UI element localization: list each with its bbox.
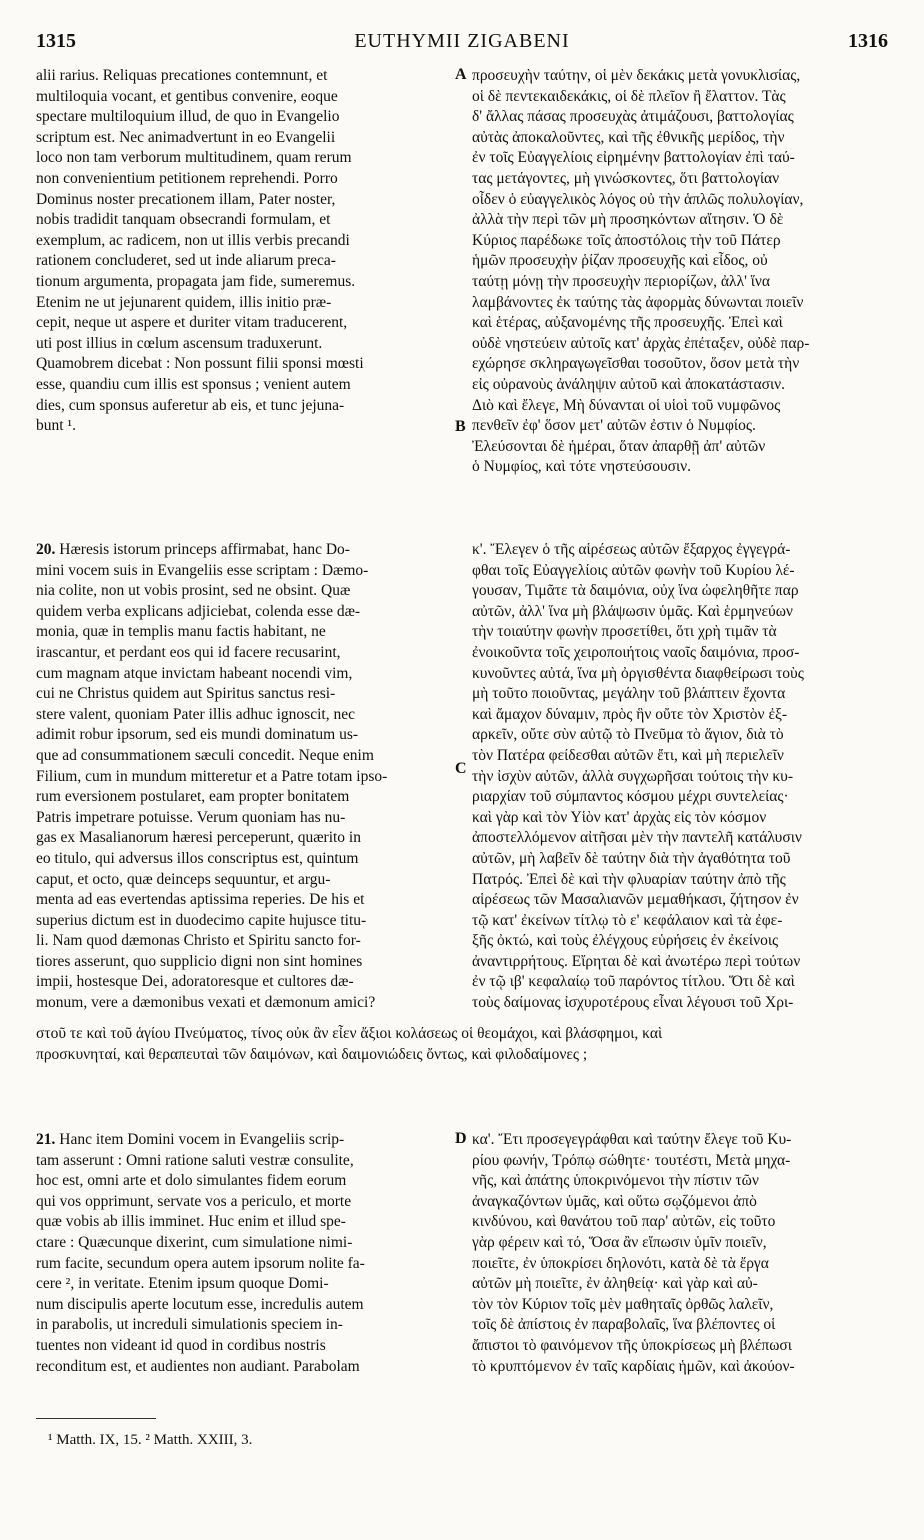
line-text: Patris impetrare potuisse. Verum quoniam has nu- bbox=[36, 808, 346, 826]
line-text: loco non tam verborum multitudinem, quam rerum bbox=[36, 149, 352, 167]
text-line bbox=[36, 1315, 452, 1336]
line-text: αὐτὰς ἀποκαλοῦντες, καὶ τῆς ἐθνικῆς μερίδος, τὴν bbox=[472, 128, 785, 146]
line-text: tuentes non videant id quod in cordibus nostris bbox=[36, 1336, 326, 1354]
text-line bbox=[36, 66, 452, 87]
text-line bbox=[472, 354, 888, 375]
line-text: τὸ κρυπτόμενον ἐν ταῖς καρδίαις ἡμῶν, καὶ ἀκούον- bbox=[472, 1357, 795, 1375]
text-line bbox=[36, 684, 452, 705]
text-line bbox=[36, 190, 452, 211]
text-line bbox=[472, 1192, 888, 1213]
line-text: οἶδεν ὁ εὐαγγελικὸς λόγος οὐ τὴν ἁπλῶς πολυλογίαν, bbox=[472, 190, 804, 208]
text-line bbox=[36, 1254, 452, 1275]
line-text: Πατρός. Ἐπεὶ δὲ καὶ τὴν φλυαρίαν ταύτην ἀπὸ τῆς bbox=[472, 870, 786, 888]
line-text: non convenientium petitionem reprehendi. Porro bbox=[36, 169, 338, 187]
greek-block-a bbox=[472, 66, 888, 478]
text-line bbox=[36, 107, 452, 128]
text-line bbox=[36, 231, 452, 252]
text-line bbox=[472, 643, 888, 664]
line-text: ἀλλὰ τὴν περὶ τῶν μὴ προσηκόντων αἴτησιν. Ὁ δὲ bbox=[472, 211, 784, 229]
text-line bbox=[36, 540, 452, 561]
section-number: 20. bbox=[36, 541, 60, 558]
line-text: alii rarius. Reliquas precationes contemnunt, et bbox=[36, 67, 328, 84]
latin-section-21 bbox=[36, 1130, 452, 1377]
text-line bbox=[36, 911, 452, 932]
text-line bbox=[472, 725, 888, 746]
text-line bbox=[472, 148, 888, 169]
text-line bbox=[36, 993, 452, 1014]
line-text: εἰς οὐρανοὺς ἀνάληψιν αὐτοῦ καὶ ἀποκατάστασιν. bbox=[472, 375, 786, 393]
text-line bbox=[36, 1336, 452, 1357]
text-line bbox=[472, 437, 888, 458]
line-text: αἱρέσεως τῶν Μασαλιανῶν μεμαθήκασι, ζήτησον ἐν bbox=[472, 891, 799, 909]
text-line bbox=[472, 1212, 888, 1233]
line-text: κυνοῦντες αὐτά, ἵνα μὴ ὀργισθέντα διαφθείρωσι τοὺς bbox=[472, 664, 804, 682]
text-line bbox=[36, 1171, 452, 1192]
line-text: li. Nam quod dæmonas Christo et Spiritu sancto for- bbox=[36, 932, 361, 950]
line-text: monia, quæ in templis manu factis habitant, ne bbox=[36, 623, 326, 641]
margin-mark-a: A bbox=[455, 66, 467, 83]
line-text: adimit robur ipsorum, sed eis mundi dominatum us- bbox=[36, 726, 359, 744]
line-text: ποιεῖτε, ἐν ὑποκρίσει δηλονότι, κατὰ δὲ τὰ ἔργα bbox=[472, 1254, 769, 1272]
text-line bbox=[36, 952, 452, 973]
text-line bbox=[36, 1274, 452, 1295]
line-text: impii, hostesque Dei, adoratoresque et cultores dæ- bbox=[36, 973, 354, 991]
line-text: τὸν Πατέρα φείδεσθαι αὐτῶν ἔτι, καὶ μὴ περιελεῖν bbox=[472, 746, 784, 764]
text-line bbox=[472, 602, 888, 623]
line-text: stere valent, quoniam Pater illis adhuc ignoscit, nec bbox=[36, 705, 355, 723]
text-line bbox=[472, 1315, 888, 1336]
text-line bbox=[36, 602, 452, 623]
line-text: Διὸ καὶ ἔλεγε, Μὴ δύνανται οἱ υἱοὶ τοῦ νυμφῶνος bbox=[472, 396, 781, 414]
text-line bbox=[36, 561, 452, 582]
line-text: ριαρχίαν τοῦ σύμπαντος κόσμου μέχρι συντελείας· bbox=[472, 788, 789, 806]
line-text: Hanc item Domini vocem in Evangeliis scrip- bbox=[59, 1131, 345, 1148]
text-line bbox=[472, 849, 888, 870]
line-text: in parabolis, ut increduli simulationis speciem in- bbox=[36, 1316, 343, 1334]
line-text: esse, quandiu cum illis est sponsus ; venient autem bbox=[36, 375, 351, 393]
line-text: μὴ τοῦτο ποιοῦντας, μεγάλην τοῦ βλάπτειν ἔχοντα bbox=[472, 685, 786, 703]
text-line bbox=[36, 396, 452, 417]
line-text: irascantur, et perdant eos qui id facere recusarint, bbox=[36, 643, 341, 661]
line-text: Κύριος παρέδωκε τοῖς ἀποστόλοις τὴν τοῦ Πάτερ bbox=[472, 231, 781, 249]
line-text: αρκεῖν, οὔτε σὺν αὐτῷ τὸ Πνεῦμα τὸ ἅγιον, διὰ τὸ bbox=[472, 726, 784, 744]
section-number: 21. bbox=[36, 1131, 60, 1148]
text-line bbox=[36, 293, 452, 314]
text-line bbox=[36, 1151, 452, 1172]
text-line bbox=[36, 972, 452, 993]
line-text: tam asserunt : Omni ratione saluti vestræ consulite, bbox=[36, 1151, 354, 1169]
text-line bbox=[36, 1045, 888, 1066]
greek-section-21 bbox=[472, 1130, 888, 1377]
text-line bbox=[36, 849, 452, 870]
line-text: ταύτῃ μόνῃ τὴν προσευχὴν περιορίζων, ἀλλ' ἵνα bbox=[472, 272, 771, 290]
line-text: rum eversionem postularet, eam propter bonitatem bbox=[36, 788, 350, 806]
text-line bbox=[472, 1233, 888, 1254]
text-line bbox=[472, 972, 888, 993]
text-line bbox=[36, 705, 452, 726]
line-text: αὐτῶν μὴ ποιεῖτε, ἐν ἀληθείᾳ· καὶ γὰρ καὶ αὐ- bbox=[472, 1275, 758, 1293]
text-line bbox=[472, 993, 888, 1014]
text-line bbox=[472, 767, 888, 788]
latin-block-a bbox=[36, 66, 452, 437]
line-text: ἄπιστοι τὸ φαινόμενον τῆς ὑποκρίσεως μὴ βλέπωσι bbox=[472, 1336, 792, 1354]
text-line bbox=[36, 1233, 452, 1254]
text-line bbox=[472, 664, 888, 685]
line-text: rationem concluderet, sed ut inde aliarum preca- bbox=[36, 252, 336, 270]
text-line bbox=[472, 1295, 888, 1316]
line-text: gas ex Masalianorum hæresi perceperunt, quærito in bbox=[36, 829, 361, 847]
text-line bbox=[472, 1171, 888, 1192]
text-line bbox=[36, 931, 452, 952]
text-line bbox=[36, 870, 452, 891]
line-text: προσκυνηταί, καὶ θεραπευταὶ τῶν δαιμόνων, καὶ δαιμονιώδεις ὄντως, καὶ φιλοδαίμονες ; bbox=[36, 1045, 588, 1063]
line-text: rum facite, secundum opera autem ipsorum nolite fa- bbox=[36, 1254, 365, 1272]
text-line bbox=[472, 705, 888, 726]
line-text: ἀποστελλόμενον αἰτῆσαι μὲν τὴν παντελῆ κατάλυσιν bbox=[472, 829, 802, 847]
text-line bbox=[472, 828, 888, 849]
line-text: γὰρ φέρειν καὶ τό, Ὅσα ἂν εἴπωσιν ὑμῖν ποιεῖν, bbox=[472, 1233, 767, 1251]
line-text: tiores asserunt, quo supplicio digni non sint homines bbox=[36, 952, 363, 970]
line-text: τὴν τοιαύτην φωνὴν προσετίθει, ὅτι χρὴ τιμᾶν τὰ bbox=[472, 623, 777, 641]
line-text: Dominus noster precationem illam, Pater noster, bbox=[36, 190, 336, 208]
text-line bbox=[36, 128, 452, 149]
text-line bbox=[472, 911, 888, 932]
text-line bbox=[472, 540, 888, 561]
line-text: στοῦ τε καὶ τοῦ ἁγίου Πνεύματος, τίνος οὐκ ἂν εἶεν ἄξιοι κολάσεως οἱ θεομάχοι, καὶ βλάσφημοι, καὶ bbox=[36, 1025, 663, 1042]
text-line bbox=[36, 416, 452, 437]
line-text: nobis tradidit tanquam obsecrandi formulam, et bbox=[36, 211, 331, 229]
line-text: cui ne Christus quidem aut Spiritus sanctus resi- bbox=[36, 685, 336, 703]
line-text: ἀναγκαζόντων ὑμᾶς, καὶ οὕτω σῳζόμενοι ἀπὸ bbox=[472, 1192, 757, 1210]
line-text: τὴν ἰσχὺν αὐτῶν, ἀλλὰ συγχωρῆσαι τούτοις τὴν κυ- bbox=[472, 767, 793, 785]
line-text: cere ², in veritate. Etenim ipsum quoque Domi- bbox=[36, 1275, 329, 1293]
text-line bbox=[36, 169, 452, 190]
text-line bbox=[472, 622, 888, 643]
text-line bbox=[36, 354, 452, 375]
line-text: Quamobrem dicebat : Non possunt filii sponsi mœsti bbox=[36, 355, 364, 373]
line-text: Ἐλεύσονται δὲ ἡμέραι, ὅταν ἀπαρθῇ ἀπ' αὐτῶν bbox=[472, 437, 766, 455]
line-text: γουσαν, Τιμᾶτε τὰ δαιμόνια, οὐχ ἵνα ὠφεληθῆτε παρ bbox=[472, 582, 799, 600]
text-line bbox=[472, 128, 888, 149]
line-text: Filium, cum in mundum mitteretur et a Patre totam ipso- bbox=[36, 767, 388, 785]
page-number-right: 1316 bbox=[848, 30, 888, 52]
line-text: ἡμῶν προσευχὴν ῥίζαν προσευχῆς καὶ εἶδος, οὐ bbox=[472, 252, 768, 270]
text-line bbox=[36, 272, 452, 293]
text-line bbox=[36, 664, 452, 685]
text-line bbox=[36, 148, 452, 169]
text-line bbox=[472, 931, 888, 952]
text-line bbox=[472, 808, 888, 829]
margin-mark-b: B bbox=[455, 418, 466, 435]
text-line bbox=[36, 375, 452, 396]
line-text: quidem verba explicans adjiciebat, colenda esse dæ- bbox=[36, 602, 361, 620]
text-line bbox=[472, 952, 888, 973]
line-text: πενθεῖν ἐφ' ὅσον μετ' αὐτῶν ἐστιν ὁ Νυμφίος. bbox=[472, 417, 756, 435]
line-text: uti post illius in cœlum ascensum traduxerunt. bbox=[36, 334, 323, 352]
line-text: οὐδὲ νηστεύειν αὐτοῖς κατ' ἀρχὰς ἐπέταξεν, οὐδὲ παρ- bbox=[472, 334, 810, 352]
line-text: καὶ γὰρ καὶ τὸν Υἱὸν κατ' ἀρχὰς εἰς τὸν κόσμον bbox=[472, 808, 767, 826]
line-text: τῷ κατ' ἐκείνων τίτλῳ τὸ ε' κεφάλαιον καὶ τὰ ἐφε- bbox=[472, 911, 783, 929]
text-line bbox=[36, 1130, 452, 1151]
latin-section-20 bbox=[36, 540, 452, 1014]
text-line bbox=[472, 87, 888, 108]
text-line bbox=[36, 251, 452, 272]
line-text: bunt ¹. bbox=[36, 417, 76, 435]
text-line bbox=[36, 725, 452, 746]
text-line bbox=[36, 828, 452, 849]
line-text: φθαι τοῖς Εὐαγγελίοις αὐτῶν φωνὴν τοῦ Κυρίου λέ- bbox=[472, 561, 795, 579]
text-line bbox=[36, 1192, 452, 1213]
text-line bbox=[36, 313, 452, 334]
text-line bbox=[36, 767, 452, 788]
line-text: multiloquia vocant, et gentibus convenire, eoque bbox=[36, 87, 338, 105]
text-line bbox=[472, 870, 888, 891]
text-line bbox=[36, 1295, 452, 1316]
text-line bbox=[472, 746, 888, 767]
line-text: cum magnam atque invictam habeant nocendi vim, bbox=[36, 664, 353, 682]
text-line bbox=[472, 293, 888, 314]
footnotes: ¹ Matth. IX, 15. ² Matth. XXIII, 3. bbox=[48, 1432, 253, 1448]
line-text: τοῖς δὲ ἀπίστοις ἐν παραβολαῖς, ἵνα βλέποντες οἱ bbox=[472, 1316, 776, 1334]
line-text: monum, vere a dæmonibus vexati et dæmonum amici? bbox=[36, 994, 376, 1012]
text-line bbox=[472, 190, 888, 211]
text-line bbox=[472, 787, 888, 808]
line-text: κα'. Ἔτι προσεγεγράφθαι καὶ ταύτην ἔλεγε τοῦ Κυ- bbox=[472, 1131, 792, 1148]
line-text: spectare multiloquium illud, de quo in Evangelio bbox=[36, 108, 340, 126]
text-line bbox=[472, 334, 888, 355]
line-text: ἐνοικοῦντα τοῖς χειροποιήτοις ναοῖς δαιμόνια, προσ- bbox=[472, 643, 800, 661]
line-text: que ad consummationem sæculi concedit. Neque enim bbox=[36, 746, 374, 764]
text-line bbox=[472, 375, 888, 396]
margin-mark-d: D bbox=[455, 1130, 467, 1147]
line-text: ἐν τοῖς Εὐαγγελίοις εἰρημένην βαττολογίαν ἐπὶ ταύ- bbox=[472, 149, 795, 167]
line-text: eo titulo, qui adversus illos conscriptus est, quintum bbox=[36, 849, 359, 867]
line-text: καὶ ἄμαχον δύναμιν, πρὸς ἣν οὔτε τὸν Χριστὸν ἐξ- bbox=[472, 705, 788, 723]
text-line bbox=[36, 210, 452, 231]
line-text: προσευχὴν ταύτην, οἱ μὲν δεκάκις μετὰ γονυκλισίας, bbox=[472, 67, 801, 84]
text-line bbox=[36, 87, 452, 108]
page-number-left: 1315 bbox=[36, 30, 76, 52]
line-text: τας μετάγοντες, μὴ γινώσκοντες, ὅτι βαττολογίαν bbox=[472, 169, 780, 187]
line-text: οἱ δὲ πεντεκαιδεκάκις, οἱ δὲ πλεῖον ἢ ἔλαττον. Τὰς bbox=[472, 87, 786, 105]
line-text: scriptum est. Nec animadvertunt in eo Evangelii bbox=[36, 128, 336, 146]
text-line bbox=[36, 890, 452, 911]
greek-full-width-lines bbox=[36, 1024, 888, 1065]
text-line bbox=[36, 787, 452, 808]
line-text: dies, cum sponsus auferetur ab eis, et tunc jejuna- bbox=[36, 396, 345, 414]
running-header bbox=[36, 30, 888, 60]
text-line bbox=[36, 334, 452, 355]
text-line bbox=[472, 1254, 888, 1275]
text-line bbox=[472, 251, 888, 272]
line-text: Hæresis istorum princeps affirmabat, hanc Do- bbox=[59, 541, 350, 558]
line-text: reconditum est, et audientes non audiant. Parabolam bbox=[36, 1357, 360, 1375]
text-line bbox=[472, 890, 888, 911]
text-line bbox=[472, 66, 888, 87]
footnote-rule bbox=[36, 1418, 156, 1419]
line-text: τοὺς δαίμονας ἰσχυροτέρους εἶναι λέγουσι τοῦ Χρι- bbox=[472, 994, 794, 1012]
text-line bbox=[472, 457, 888, 478]
text-line bbox=[472, 210, 888, 231]
greek-section-20 bbox=[472, 540, 888, 1014]
text-line bbox=[472, 272, 888, 293]
text-line bbox=[472, 416, 888, 437]
text-line bbox=[36, 1212, 452, 1233]
text-line bbox=[36, 622, 452, 643]
text-line bbox=[472, 396, 888, 417]
line-text: mini vocem suis in Evangeliis esse scriptam : Dæmo- bbox=[36, 561, 369, 579]
text-line bbox=[36, 1357, 452, 1378]
line-text: menta ad eas evertendas aptissima reperies. De his et bbox=[36, 891, 365, 909]
line-text: num discipulis aperte locutum esse, incredulis autem bbox=[36, 1295, 364, 1313]
text-line bbox=[472, 581, 888, 602]
line-text: ξῆς ὀκτώ, καὶ τοὺς ἐλέγχους εὑρήσεις ἐν ἐκείνοις bbox=[472, 932, 779, 950]
line-text: λαμβάνοντες ἐκ ταύτης τὰς ἀφορμὰς δύνωνται ποιεῖν bbox=[472, 293, 804, 311]
text-line bbox=[36, 581, 452, 602]
line-text: cepit, neque ut aspere et duriter vitam traducerent, bbox=[36, 314, 348, 332]
line-text: καὶ ἑτέρας, αὐξανομένης τῆς προσευχῆς. Ἐπεὶ καὶ bbox=[472, 314, 783, 332]
line-text: quæ vobis ab illis imminet. Huc enim et illud spe- bbox=[36, 1213, 346, 1231]
line-text: ctare : Quæcunque dixerint, cum simulatione nimi- bbox=[36, 1233, 353, 1251]
line-text: ρίου φωνήν, Τρόπῳ σώθητε· τουτέστι, Μετὰ μηχα- bbox=[472, 1151, 791, 1169]
margin-mark-c: C bbox=[455, 760, 467, 777]
line-text: αὐτῶν, ἀλλ' ἵνα μὴ βλάψωσιν ὑμᾶς. Καὶ ἑρμηνεύων bbox=[472, 602, 793, 620]
line-text: ἐν τῷ ιβ' κεφαλαίῳ τοῦ παρόντος τίτλου. Ὅτι δὲ καὶ bbox=[472, 973, 795, 991]
line-text: Etenim ne ut jejunarent quidem, illis initio præ- bbox=[36, 293, 332, 311]
line-text: exemplum, ac radicem, non ut illis verbis precandi bbox=[36, 231, 350, 249]
text-line bbox=[36, 746, 452, 767]
line-text: νῆς, καὶ ἀπάτης ὑποκρινόμενοι τὴν πίστιν τῶν bbox=[472, 1172, 759, 1190]
text-line bbox=[472, 1130, 888, 1151]
line-text: ὁ Νυμφίος, καὶ τότε νηστεύσουσιν. bbox=[472, 458, 692, 476]
text-line bbox=[472, 1357, 888, 1378]
line-text: κ'. Ἔλεγεν ὁ τῆς αἱρέσεως αὐτῶν ἔξαρχος ἐγγεγρά- bbox=[472, 541, 791, 558]
line-text: qui vos opprimunt, servate vos a periculo, et morte bbox=[36, 1192, 352, 1210]
line-text: caput, et octo, quæ deinceps sequuntur, et argu- bbox=[36, 870, 331, 888]
line-text: εχώρησε σκληραγωγεῖσθαι τοσοῦτον, ὅσον μετὰ τὴν bbox=[472, 355, 800, 373]
line-text: hoc est, omni arte et dolo simulantes fidem eorum bbox=[36, 1172, 347, 1190]
text-line bbox=[472, 169, 888, 190]
line-text: nia colite, non ut vobis prosint, sed ne obsint. Quæ bbox=[36, 582, 351, 600]
line-text: αὐτῶν, μὴ λαβεῖν δὲ ταύτην διὰ τὴν ἀγαθότητα τοῦ bbox=[472, 849, 791, 867]
line-text: superius dictum est in duodecimo capite hujusce titu- bbox=[36, 911, 367, 929]
text-line bbox=[472, 1274, 888, 1295]
text-line bbox=[472, 1336, 888, 1357]
text-line bbox=[472, 231, 888, 252]
text-line bbox=[472, 1151, 888, 1172]
text-line bbox=[36, 643, 452, 664]
text-line bbox=[472, 107, 888, 128]
text-line bbox=[472, 684, 888, 705]
line-text: ἀναντιρρήτους. Εἴρηται δὲ καὶ ἀνωτέρω περὶ τούτων bbox=[472, 952, 801, 970]
line-text: δ' ἄλλας πάσας προσευχὰς ἀτιμάζουσι, βαττολογίας bbox=[472, 108, 794, 126]
line-text: κινδύνου, καὶ θανάτου τοῦ παρ' αὐτῶν, εἰς τοῦτο bbox=[472, 1213, 776, 1231]
line-text: tionum argumenta, propagata jam fide, sumeremus. bbox=[36, 272, 356, 290]
running-title: EUTHYMII ZIGABENI bbox=[354, 30, 570, 52]
text-line bbox=[472, 561, 888, 582]
text-line bbox=[472, 313, 888, 334]
text-line bbox=[36, 1024, 888, 1045]
text-line bbox=[36, 808, 452, 829]
line-text: τὸν τὸν Κύριον τοῖς μὲν μαθηταῖς ὀρθῶς λαλεῖν, bbox=[472, 1295, 774, 1313]
